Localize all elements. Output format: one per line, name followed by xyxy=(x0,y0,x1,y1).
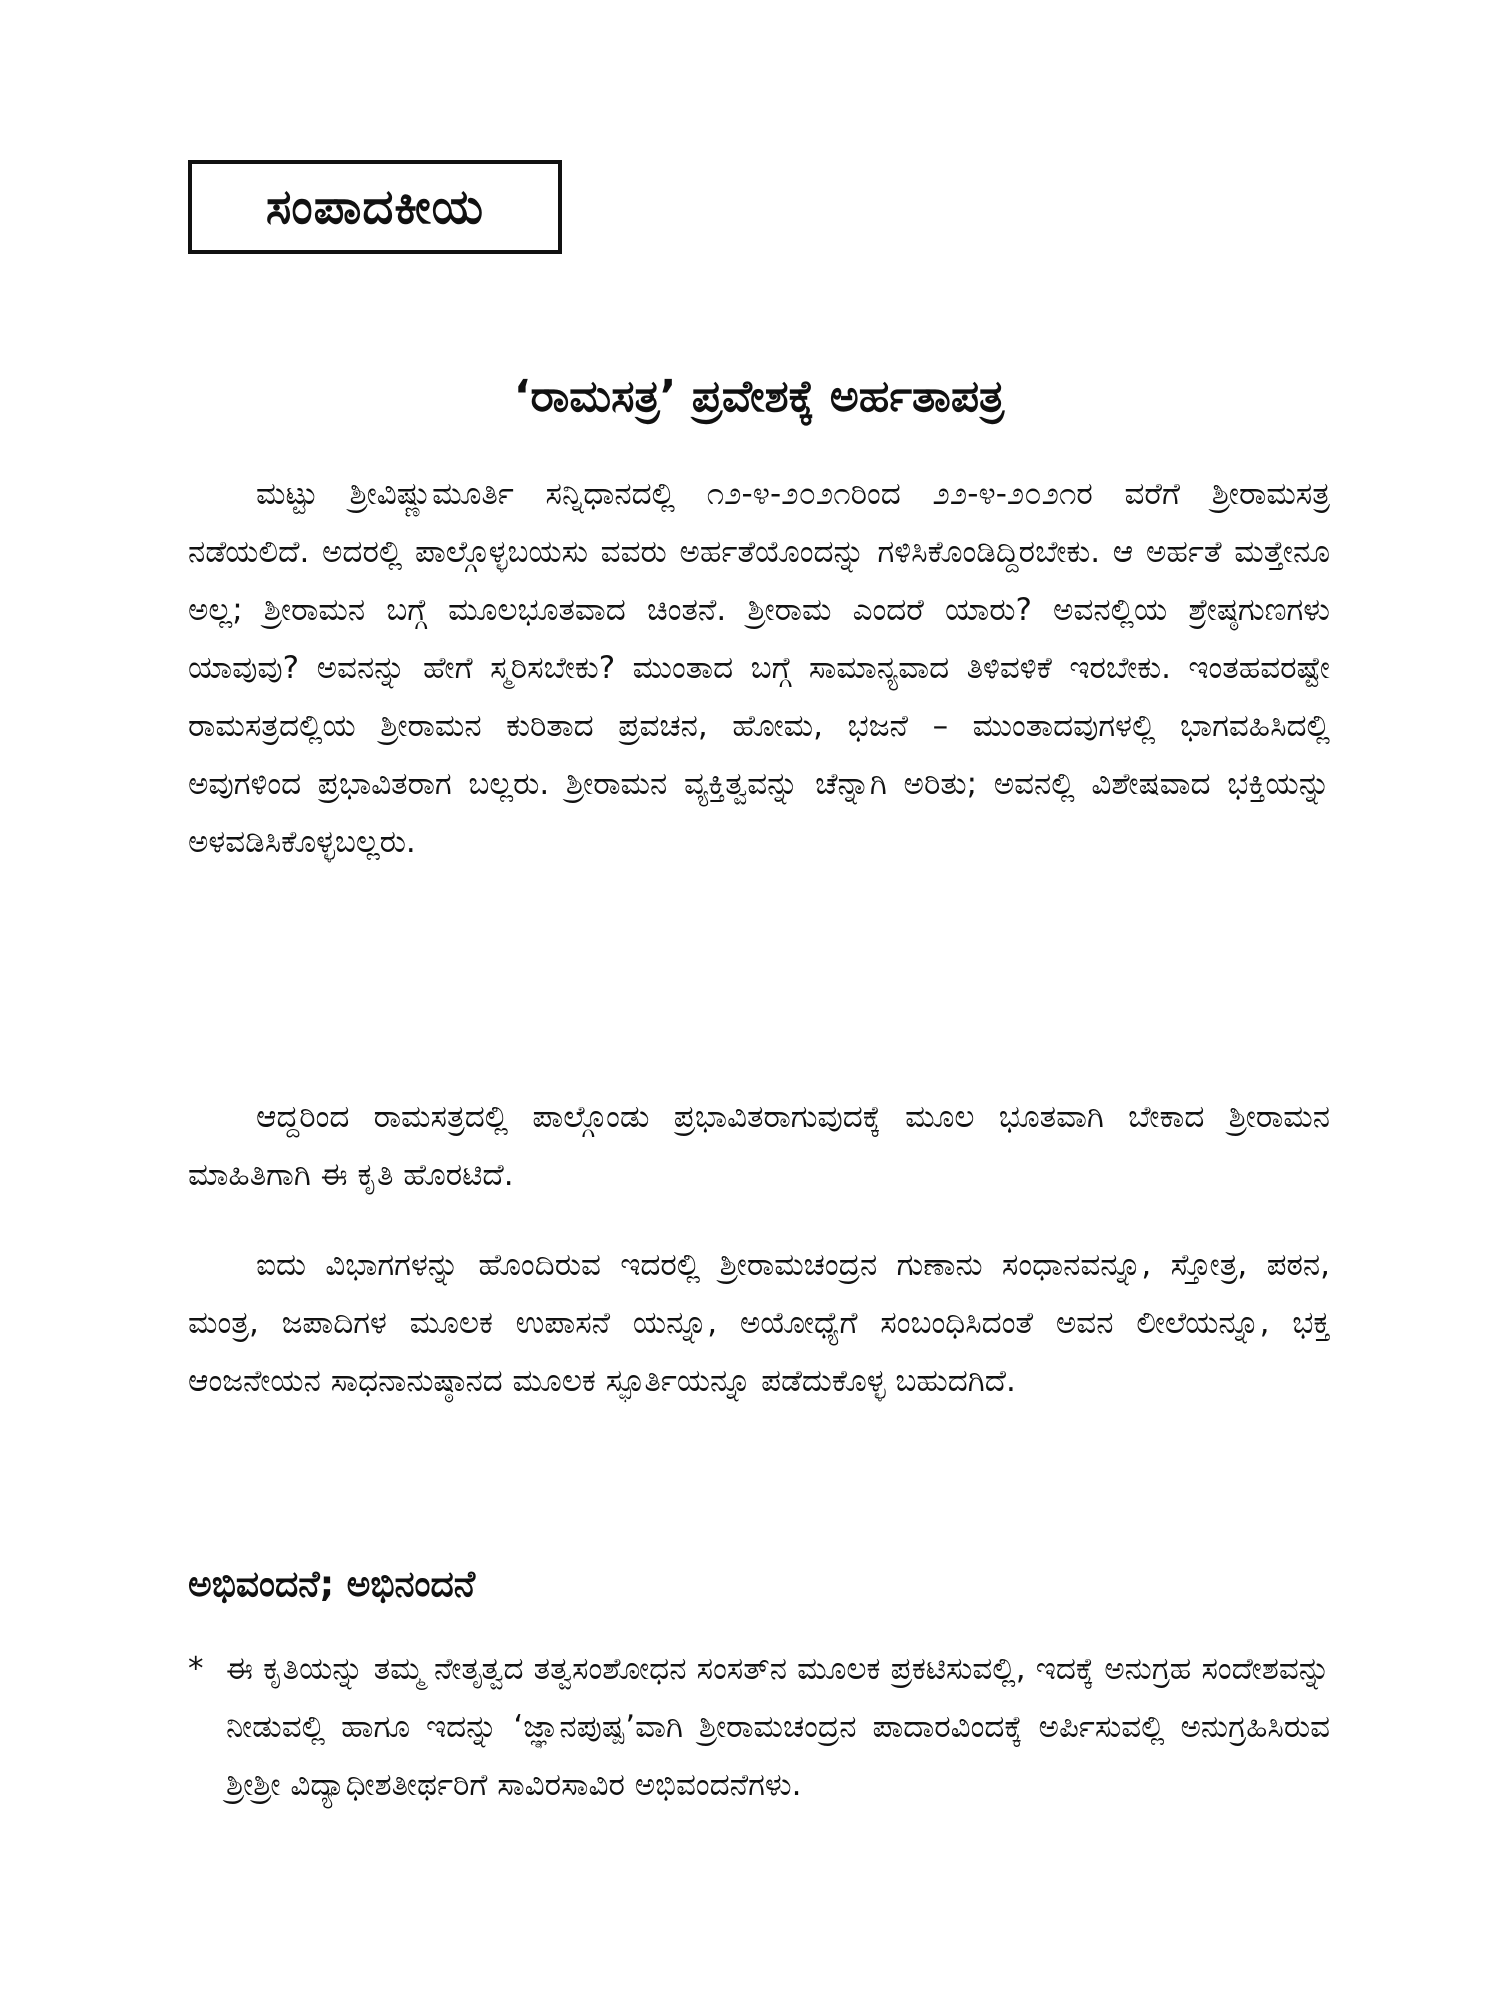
paragraph-3: ಐದು ವಿಭಾಗಗಳನ್ನು ಹೊಂದಿರುವ ಇದರಲ್ಲಿ ಶ್ರೀರಾಮಚಂದ್ರನ ಗುಣಾನು ಸಂಧಾನವನ್ನೂ, ಸ್ತೋತ್ರ, ಪಠನ, ಮಂತ್ರ, ಜಪಾದಿಗಳ ಮೂಲಕ ಉಪಾಸನೆ ಯನ್ನೂ, ಅಯೋಧ್ಯೆಗೆ ಸಂಬಂಧಿಸಿದಂತೆ ಅವನ ಲೀಲೆಯನ್ನೂ, ಭಕ್ತ ಆಂಜನೇಯನ ಸಾಧನಾನುಷ್ಠಾನದ ಮೂಲಕ ಸ್ಫೂರ್ತಿಯನ್ನೂ ಪಡೆದುಕೊಳ್ಳ ಬಹುದಗಿದೆ. xyxy=(188,1247,1330,1399)
acknowledgement-heading: ಅಭಿವಂದನೆ; ಅಭಿನಂದನೆ xyxy=(188,1564,476,1605)
bullet-marker: * xyxy=(188,1651,204,1687)
acknowledgement-text: ಈ ಕೃತಿಯನ್ನು ತಮ್ಮ ನೇತೃತ್ವದ ತತ್ವಸಂಶೋಧನ ಸಂಸತ್‌ನ ಮೂಲಕ ಪ್ರಕಟಿಸುವಲ್ಲಿ, ಇದಕ್ಕೆ ಅನುಗ್ರಹ ಸಂದೇಶವನ್ನು ನೀಡುವಲ್ಲಿ ಹಾಗೂ ಇದನ್ನು ‘ಜ್ಞಾನಪುಷ್ಪ’ವಾಗಿ ಶ್ರೀರಾಮಚಂದ್ರನ ಪಾದಾರವಿಂದಕ್ಕೆ ಅರ್ಪಿಸುವಲ್ಲಿ ಅನುಗ್ರಹಿಸಿರುವ ಶ್ರೀಶ್ರೀ ವಿದ್ಯಾಧೀಶತೀರ್ಥರಿಗೆ ಸಾವಿರಸಾವಿರ ಅಭಿವಂದನೆಗಳು. xyxy=(226,1651,1330,1803)
acknowledgement-item xyxy=(188,1640,1330,1814)
section-label: ಸಂಪಾದಕೀಯ xyxy=(265,178,485,235)
page-title: ‘ರಾಮಸತ್ರ’ ಪ್ರವೇಶಕ್ಕೆ ಅರ್ಹತಾಪತ್ರ xyxy=(513,371,1005,422)
paragraph-1: ಮಟ್ಟು ಶ್ರೀವಿಷ್ಣುಮೂರ್ತಿ ಸನ್ನಿಧಾನದಲ್ಲಿ ೧೨-೪-೨೦೨೧ರಿಂದ ೨೨-೪-೨೦೨೧ರ ವರೆಗೆ ಶ್ರೀರಾಮಸತ್ರ ನಡೆಯಲಿದೆ. ಅದರಲ್ಲಿ ಪಾಲ್ಗೊಳ್ಳಬಯಸು ವವರು ಅರ್ಹತೆಯೊಂದನ್ನು ಗಳಿಸಿಕೊಂಡಿದ್ದಿರಬೇಕು. ಆ ಅರ್ಹತೆ ಮತ್ತೇನೂ ಅಲ್ಲ; ಶ್ರೀರಾಮನ ಬಗ್ಗೆ ಮೂಲಭೂತವಾದ ಚಿಂತನೆ. ಶ್ರೀರಾಮ ಎಂದರೆ ಯಾರು? ಅವನಲ್ಲಿಯ ಶ್ರೇಷ್ಠಗುಣಗಳು ಯಾವುವು? ಅವನನ್ನು ಹೇಗೆ ಸ್ಮರಿಸಬೇಕು? ಮುಂತಾದ ಬಗ್ಗೆ ಸಾಮಾನ್ಯವಾದ ತಿಳಿವಳಿಕೆ ಇರಬೇಕು. ಇಂತಹವರಷ್ಟೇ ರಾಮಸತ್ರದಲ್ಲಿಯ ಶ್ರೀರಾಮನ ಕುರಿತಾದ ಪ್ರವಚನ, ಹೋಮ, ಭಜನೆ – ಮುಂತಾದವುಗಳಲ್ಲಿ ಭಾಗವಹಿಸಿದಲ್ಲಿ ಅವುಗಳಿಂದ ಪ್ರಭಾವಿತರಾಗ ಬಲ್ಲರು. ಶ್ರೀರಾಮನ ವ್ಯಕ್ತಿತ್ವವನ್ನು ಚೆನ್ನಾಗಿ ಅರಿತು; ಅವನಲ್ಲಿ ವಿಶೇಷವಾದ ಭಕ್ತಿಯನ್ನು ಅಳವಡಿಸಿಕೊಳ್ಳಬಲ್ಲರು. xyxy=(188,476,1330,860)
paragraph-2: ಆದ್ದರಿಂದ ರಾಮಸತ್ರದಲ್ಲಿ ಪಾಲ್ಗೊಂಡು ಪ್ರಭಾವಿತರಾಗುವುದಕ್ಕೆ ಮೂಲ ಭೂತವಾಗಿ ಬೇಕಾದ ಶ್ರೀರಾಮನ ಮಾಹಿತಿಗಾಗಿ ಈ ಕೃತಿ ಹೊರಟಿದೆ. xyxy=(188,1099,1330,1193)
section-label-box xyxy=(188,160,562,254)
